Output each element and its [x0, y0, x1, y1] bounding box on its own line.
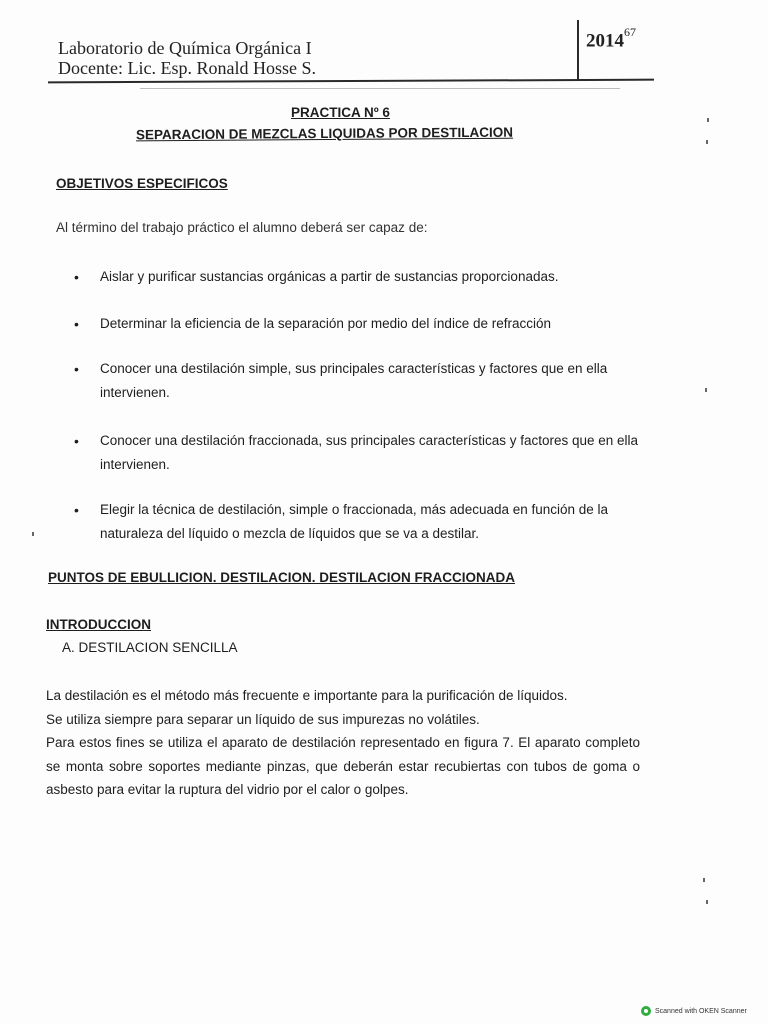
objective-text: Conocer una destilación simple, sus principales características y factores que en ella intervienen. — [100, 361, 608, 400]
introduction-heading: INTRODUCCION — [46, 617, 151, 632]
simple-distillation-heading: A. DESTILACION SENCILLA — [62, 640, 238, 655]
scan-speck — [706, 140, 708, 144]
paragraph-line: La destilación es el método más frecuente e importante para la purificación de líquidos. — [46, 688, 568, 703]
scan-speck — [706, 900, 708, 904]
objectives-heading: OBJETIVOS ESPECIFICOS — [56, 176, 228, 191]
objectives-intro: Al término del trabajo práctico el alumno deberá ser capaz de: — [56, 220, 428, 235]
paragraph-line: Se utiliza siempre para separar un líquido de sus impurezas no volátiles. — [46, 711, 480, 727]
bullet-icon: • — [74, 433, 79, 449]
year-superscript: 67 — [624, 25, 636, 39]
scan-speck — [32, 532, 34, 536]
boiling-points-heading: PUNTOS DE EBULLICION. DESTILACION. DESTILACION FRACCIONADA — [48, 570, 516, 585]
scan-speck — [705, 388, 707, 392]
scan-speck — [707, 118, 709, 122]
header-vertical-rule — [577, 20, 579, 80]
header-faint-rule — [140, 88, 620, 89]
scanner-label: Scanned with OKEN Scanner — [655, 1007, 747, 1015]
header-horizontal-rule — [48, 79, 654, 84]
objective-text: Determinar la eficiencia de la separación por medio del índice de refracción — [100, 316, 551, 331]
year-value: 2014 — [586, 30, 624, 52]
introduction-paragraph — [46, 684, 640, 802]
bullet-icon: • — [74, 269, 79, 285]
bullet-icon: • — [74, 502, 79, 518]
instructor-name: Docente: Lic. Esp. Ronald Hosse S. — [58, 58, 316, 78]
year-label — [586, 25, 636, 52]
objective-text: Aislar y purificar sustancias orgánicas a partir de sustancias proporcionadas. — [100, 269, 559, 284]
practice-number-title: PRACTICA Nº 6 — [291, 105, 390, 120]
bullet-icon: • — [74, 316, 79, 332]
lab-title: Laboratorio de Química Orgánica I — [58, 38, 312, 58]
paragraph-text: Para estos fines se utiliza el aparato de destilación representado en figura 7. El aparato completo se monta sobre soportes mediante pinzas, que deberán estar recubiertas con tubos de goma o asbesto para evitar la ruptura del vidrio por el calor o golpes. — [46, 735, 640, 797]
objective-text: Elegir la técnica de destilación, simple o fraccionada, más adecuada en función de la naturaleza del líquido o mezcla de líquidos que se va a destilar. — [100, 502, 609, 541]
scan-speck — [703, 878, 705, 882]
practice-main-title: SEPARACION DE MEZCLAS LIQUIDAS POR DESTILACION — [135, 124, 514, 143]
bullet-icon: • — [74, 361, 79, 377]
objective-text: Conocer una destilación fraccionada, sus principales características y factores que en ella intervienen. — [100, 433, 639, 472]
scanner-logo-icon — [641, 1006, 651, 1016]
scanner-watermark — [641, 1006, 747, 1016]
